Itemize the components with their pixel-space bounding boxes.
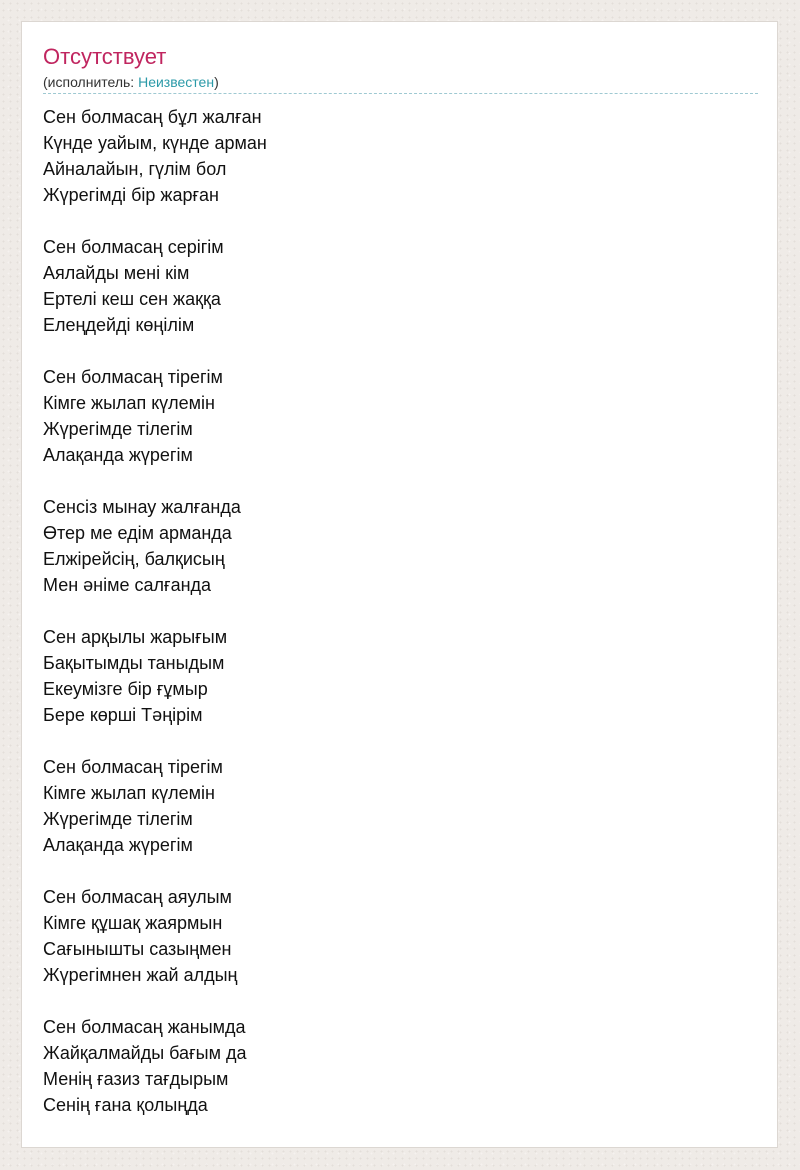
lyric-line: Кімге жылап күлемін <box>43 393 215 413</box>
artist-prefix: (исполнитель: <box>43 74 139 90</box>
lyric-line: Менің ғазиз тағдырым <box>43 1069 229 1089</box>
lyric-line: Сен болмасаң серігім <box>43 237 224 257</box>
lyric-line: Айналайын, гүлім бол <box>43 159 227 179</box>
lyric-line: Сенің ғана қолыңда <box>43 1095 208 1115</box>
lyrics-stanza <box>43 234 758 338</box>
lyric-line: Жүрегімде тілегім <box>43 809 193 829</box>
lyric-line: Екеумізге бір ғұмыр <box>43 679 208 699</box>
lyric-line: Сен болмасаң аяулым <box>43 887 232 907</box>
lyrics-stanza <box>43 624 758 728</box>
lyric-line: Алақанда жүрегім <box>43 445 193 465</box>
lyric-line: Сенсіз мынау жалғанда <box>43 497 241 517</box>
lyrics-stanza <box>43 364 758 468</box>
lyric-line: Бере көрші Тәңірім <box>43 705 203 725</box>
lyrics-stanza <box>43 494 758 598</box>
lyric-line: Сен болмасаң бұл жалған <box>43 107 262 127</box>
lyric-line: Бақытымды таныдым <box>43 653 225 673</box>
title-divider <box>43 93 758 94</box>
lyric-line: Сен болмасаң жанымда <box>43 1017 246 1037</box>
lyrics-stanza <box>43 1014 758 1118</box>
lyrics-stanza <box>43 104 758 208</box>
artist-suffix: ) <box>214 74 219 90</box>
lyric-line: Ертелі кеш сен жаққа <box>43 289 221 309</box>
lyric-line: Елжірейсің, балқисың <box>43 549 225 569</box>
lyric-line: Жайқалмайды бағым да <box>43 1043 247 1063</box>
lyric-line: Кімге құшақ жаярмын <box>43 913 223 933</box>
lyrics-stanza <box>43 884 758 988</box>
lyric-line: Кімге жылап күлемін <box>43 783 215 803</box>
artist-link[interactable]: Неизвестен <box>138 74 215 90</box>
lyric-line: Жүрегімді бір жарған <box>43 185 219 205</box>
lyric-line: Жүрегімнен жай алдың <box>43 965 238 985</box>
lyric-line: Сағынышты сазыңмен <box>43 939 232 959</box>
lyrics-card <box>21 21 778 1148</box>
lyric-line: Елеңдейді көңілім <box>43 315 195 335</box>
lyric-line: Сен арқылы жарығым <box>43 627 228 647</box>
lyric-line: Алақанда жүрегім <box>43 835 193 855</box>
lyric-line: Өтер ме едім арманда <box>43 523 232 543</box>
lyric-line: Күнде уайым, күнде арман <box>43 133 267 153</box>
lyric-line: Мен әніме салғанда <box>43 575 212 595</box>
song-title: Отсутствует <box>43 44 167 69</box>
lyric-line: Жүрегімде тілегім <box>43 419 193 439</box>
lyric-line: Аялайды мені кім <box>43 263 190 283</box>
lyric-line: Сен болмасаң тірегім <box>43 367 223 387</box>
lyric-line: Сен болмасаң тірегім <box>43 757 223 777</box>
artist-line <box>43 73 219 91</box>
lyrics-stanza <box>43 754 758 858</box>
lyrics-body <box>43 104 758 1144</box>
